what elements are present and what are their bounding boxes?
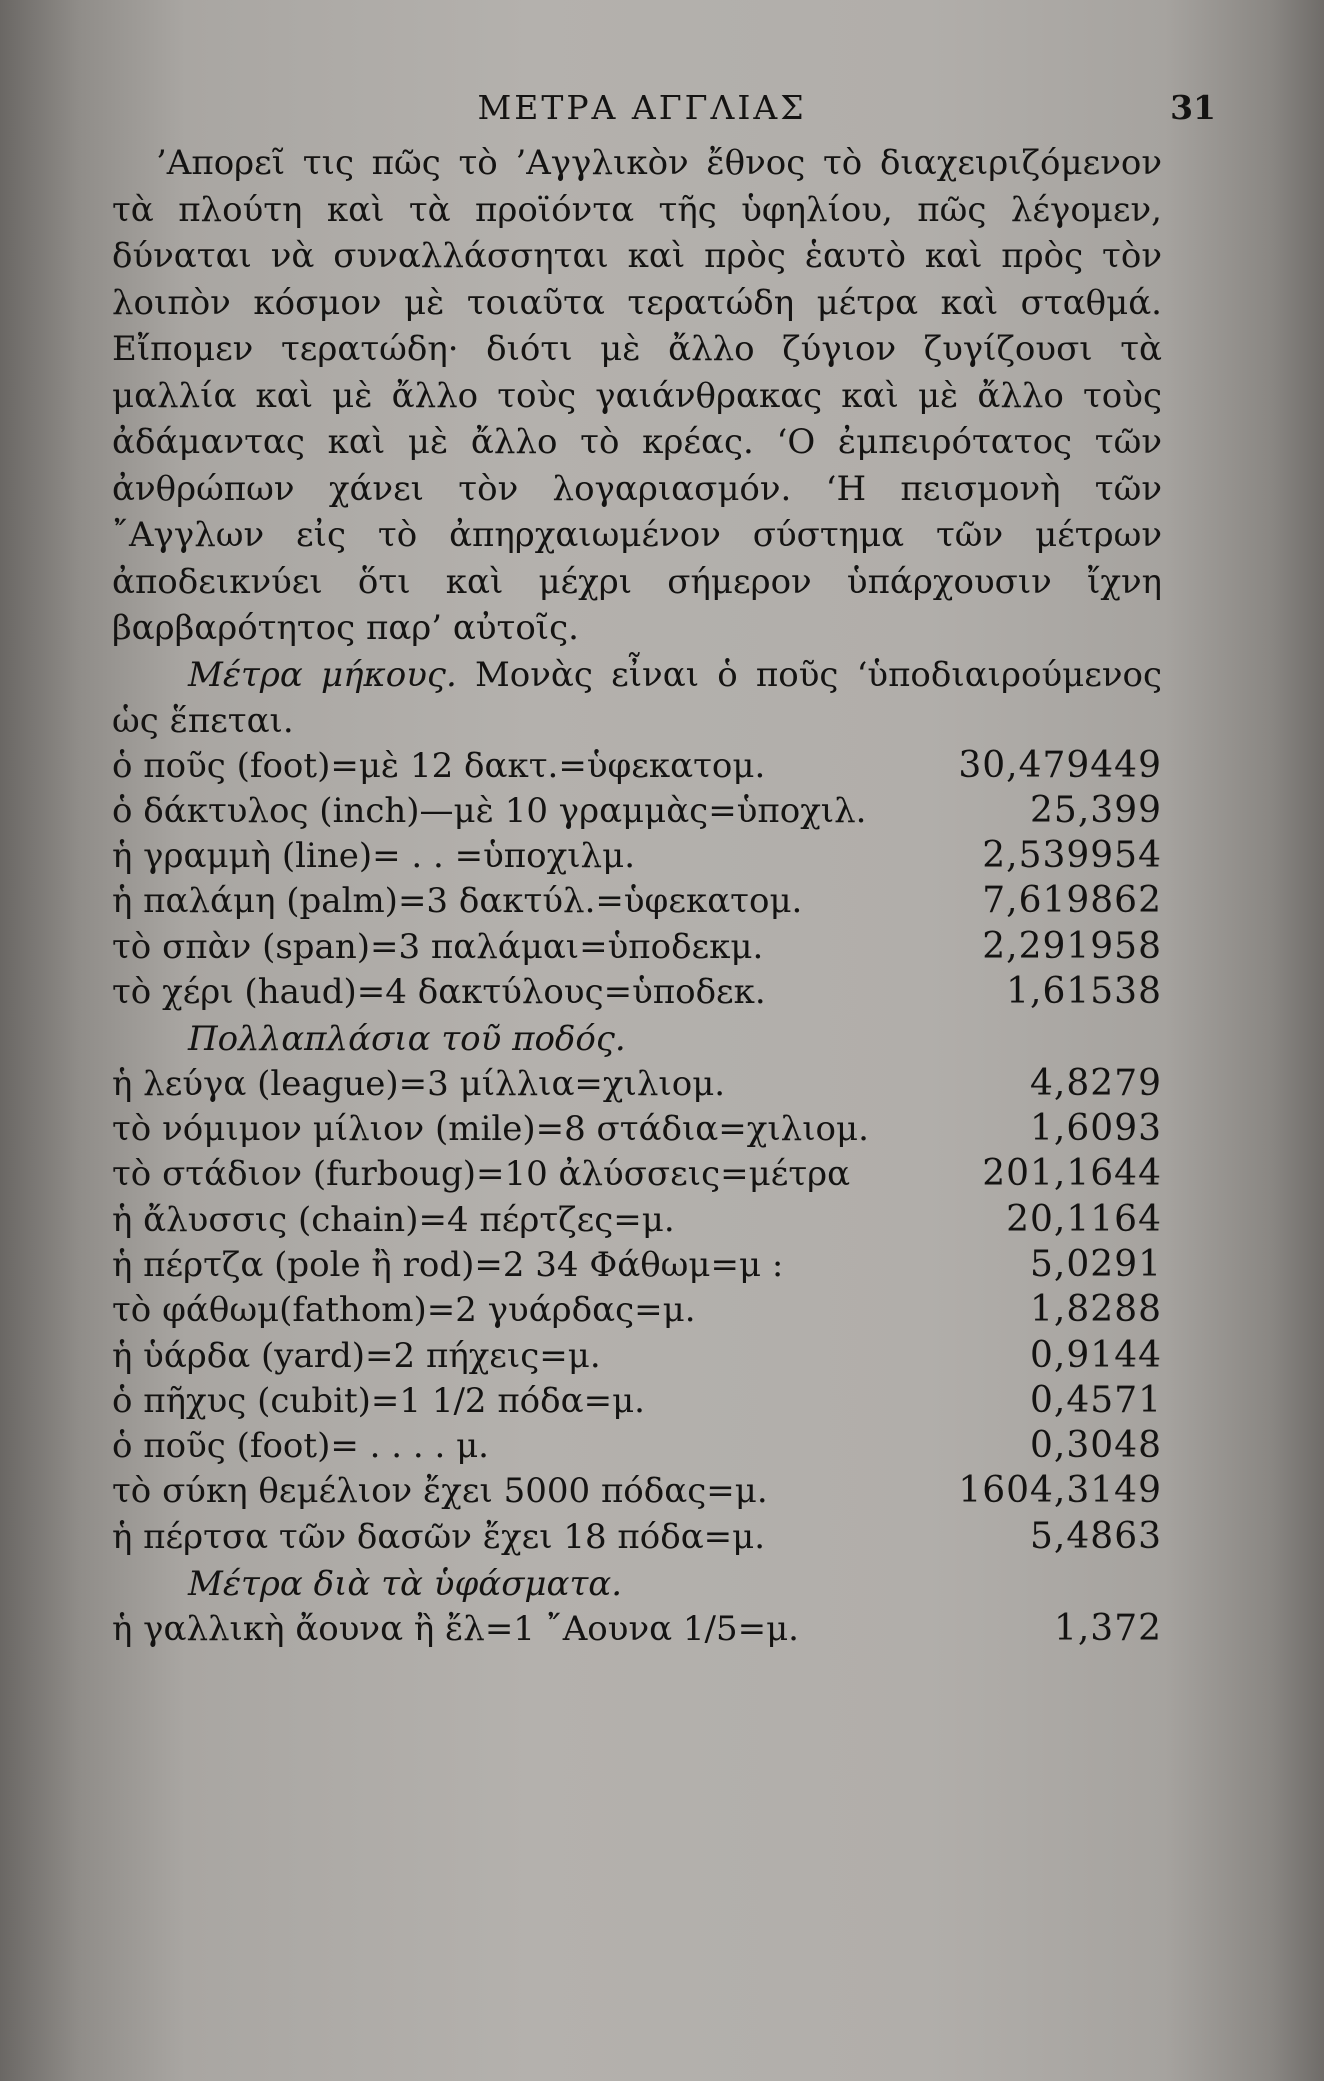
row-label: ὁ πῆχυς (cubit)=1 1/2 πόδα=μ.: [112, 1380, 645, 1421]
row-value: 25,399: [1030, 789, 1162, 831]
table-row: [112, 745, 1162, 790]
row-value: 1,6093: [1030, 1108, 1162, 1150]
row-value: 5,4863: [1030, 1515, 1162, 1557]
length-section-heading: [112, 652, 1162, 745]
row-label: ἡ γαλλικὴ ἄουνα ἢ ἔλ=1 ῎Αουνα 1/5=μ.: [112, 1608, 799, 1649]
length-section-title: Μέτρα μήκους.: [188, 654, 457, 695]
multiples-section-title: Πολλαπλάσια τοῦ ποδός.: [188, 1019, 626, 1060]
row-label: τὸ σπὰν (span)=3 παλάμαι=ὑποδεκμ.: [112, 926, 764, 967]
row-value: 1,61538: [1006, 970, 1162, 1012]
row-label: ἡ ἄλυσσις (chain)=4 πέρτζες=μ.: [112, 1199, 675, 1240]
row-value: 2,539954: [982, 835, 1162, 877]
table-row: [112, 1608, 1162, 1653]
multiples-table: [112, 1063, 1162, 1561]
row-value: 1604,3149: [958, 1470, 1162, 1512]
row-value: 0,4571: [1030, 1379, 1162, 1421]
row-value: 5,0291: [1030, 1243, 1162, 1285]
row-value: 30,479449: [958, 744, 1162, 786]
table-row: [112, 1153, 1162, 1198]
row-label: ἡ γραμμὴ (line)= . . =ὑποχιλμ.: [112, 836, 635, 877]
table-row: [112, 1425, 1162, 1470]
row-value: 2,291958: [982, 925, 1162, 967]
table-row: [112, 1380, 1162, 1425]
row-label: τὸ φάθωμ(fathom)=2 γυάρδας=μ.: [112, 1290, 696, 1331]
row-label: τὸ νόμιμον μίλιον (mile)=8 στάδια=χιλιομ.: [112, 1109, 869, 1150]
length-table: [112, 745, 1162, 1017]
table-row: [112, 1244, 1162, 1289]
table-row: [112, 1470, 1162, 1515]
table-row: [112, 1289, 1162, 1334]
table-row: [112, 971, 1162, 1016]
row-value: 7,619862: [982, 880, 1162, 922]
page-body: [112, 140, 1162, 1653]
running-title: ΜΕΤΡΑ ΑΓΓΛΙΑΣ: [477, 88, 807, 127]
row-value: 4,8279: [1030, 1062, 1162, 1104]
table-row: [112, 1199, 1162, 1244]
row-label: τὸ χέρι (haud)=4 δακτύλους=ὑποδεκ.: [112, 971, 766, 1012]
table-row: [112, 1063, 1162, 1108]
row-value: 20,1164: [1006, 1198, 1162, 1240]
table-row: [112, 926, 1162, 971]
row-label: τὸ σύκη θεμέλιον ἔχει 5000 πόδας=μ.: [112, 1471, 768, 1512]
row-label: ὁ ποῦς (foot)= . . . . μ.: [112, 1426, 489, 1467]
row-label: ὁ δάκτυλος (inch)—μὲ 10 γραμμὰς=ὑποχιλ.: [112, 790, 867, 831]
table-row: [112, 880, 1162, 925]
row-value: 0,3048: [1030, 1425, 1162, 1467]
table-row: [112, 835, 1162, 880]
row-label: ἡ παλάμη (palm)=3 δακτύλ.=ὑφεκατομ.: [112, 881, 803, 922]
row-value: 1,372: [1053, 1607, 1162, 1649]
page-header: [140, 88, 1216, 134]
row-label: ἡ πέρτσα τῶν δασῶν ἔχει 18 πόδα=μ.: [112, 1516, 766, 1557]
table-row: [112, 1516, 1162, 1561]
page-number: 31: [1170, 88, 1216, 127]
table-row: [112, 790, 1162, 835]
row-label: τὸ στάδιον (furboug)=10 ἀλύσσεις=μέτρα: [112, 1154, 851, 1195]
row-label: ὁ ποῦς (foot)=μὲ 12 δακτ.=ὑφεκατομ.: [112, 745, 766, 786]
row-label: ἡ ὑάρδα (yard)=2 πήχεις=μ.: [112, 1335, 601, 1376]
table-row: [112, 1108, 1162, 1153]
length-section-intro: Μονὰς εἶναι ὁ ποῦς ‘ὑποδιαιρούμενος ὡς ἕπεται.: [112, 654, 1162, 741]
table-row: [112, 1335, 1162, 1380]
intro-paragraph: ’Απορεῖ τις πῶς τὸ ’Αγγλικὸν ἔθνος τὸ διαχειριζόμενον τὰ πλούτη καὶ τὰ προϊόντα τῆς ὑφηλίου, πῶς λέγομεν, δύναται νὰ συναλλάσσηται καὶ πρὸς ἑαυτὸ καὶ πρὸς τὸν λοιπὸν κόσμον μὲ τοιαῦτα τερατώδη μέτρα καὶ σταθμά. Εἴπομεν τερατώδη· διότι μὲ ἄλλο ζύγιον ζυγίζουσι τὰ μαλλία καὶ μὲ ἄλλο τοὺς γαιάνθρακας καὶ μὲ ἄλλο τοὺς ἀδάμαντας καὶ μὲ ἄλλο τὸ κρέας. ‘Ο ἐμπειρότατος τῶν ἀνθρώπων χάνει τὸν λογαριασμόν. ‘Η πεισμονὴ τῶν ῎Αγγλων εἰς τὸ ἀπηρχαιωμένον σύστημα τῶν μέτρων ἀποδεικνύει ὅτι καὶ μέχρι σήμερον ὑπάρχουσιν ἴχνη βαρβαρότητος παρ’ αὐτοῖς.: [112, 143, 1162, 648]
row-label: ἡ πέρτζα (pole ἢ rod)=2 34 Φάθωμ=μ :: [112, 1244, 784, 1285]
row-value: 0,9144: [1030, 1334, 1162, 1376]
fabric-table: [112, 1608, 1162, 1653]
row-value: 1,8288: [1030, 1289, 1162, 1331]
row-value: 201,1644: [982, 1153, 1162, 1195]
fabric-section-title: Μέτρα διὰ τὰ ὑφάσματα.: [188, 1564, 623, 1605]
row-label: ἡ λεύγα (league)=3 μίλλια=χιλιομ.: [112, 1063, 726, 1104]
